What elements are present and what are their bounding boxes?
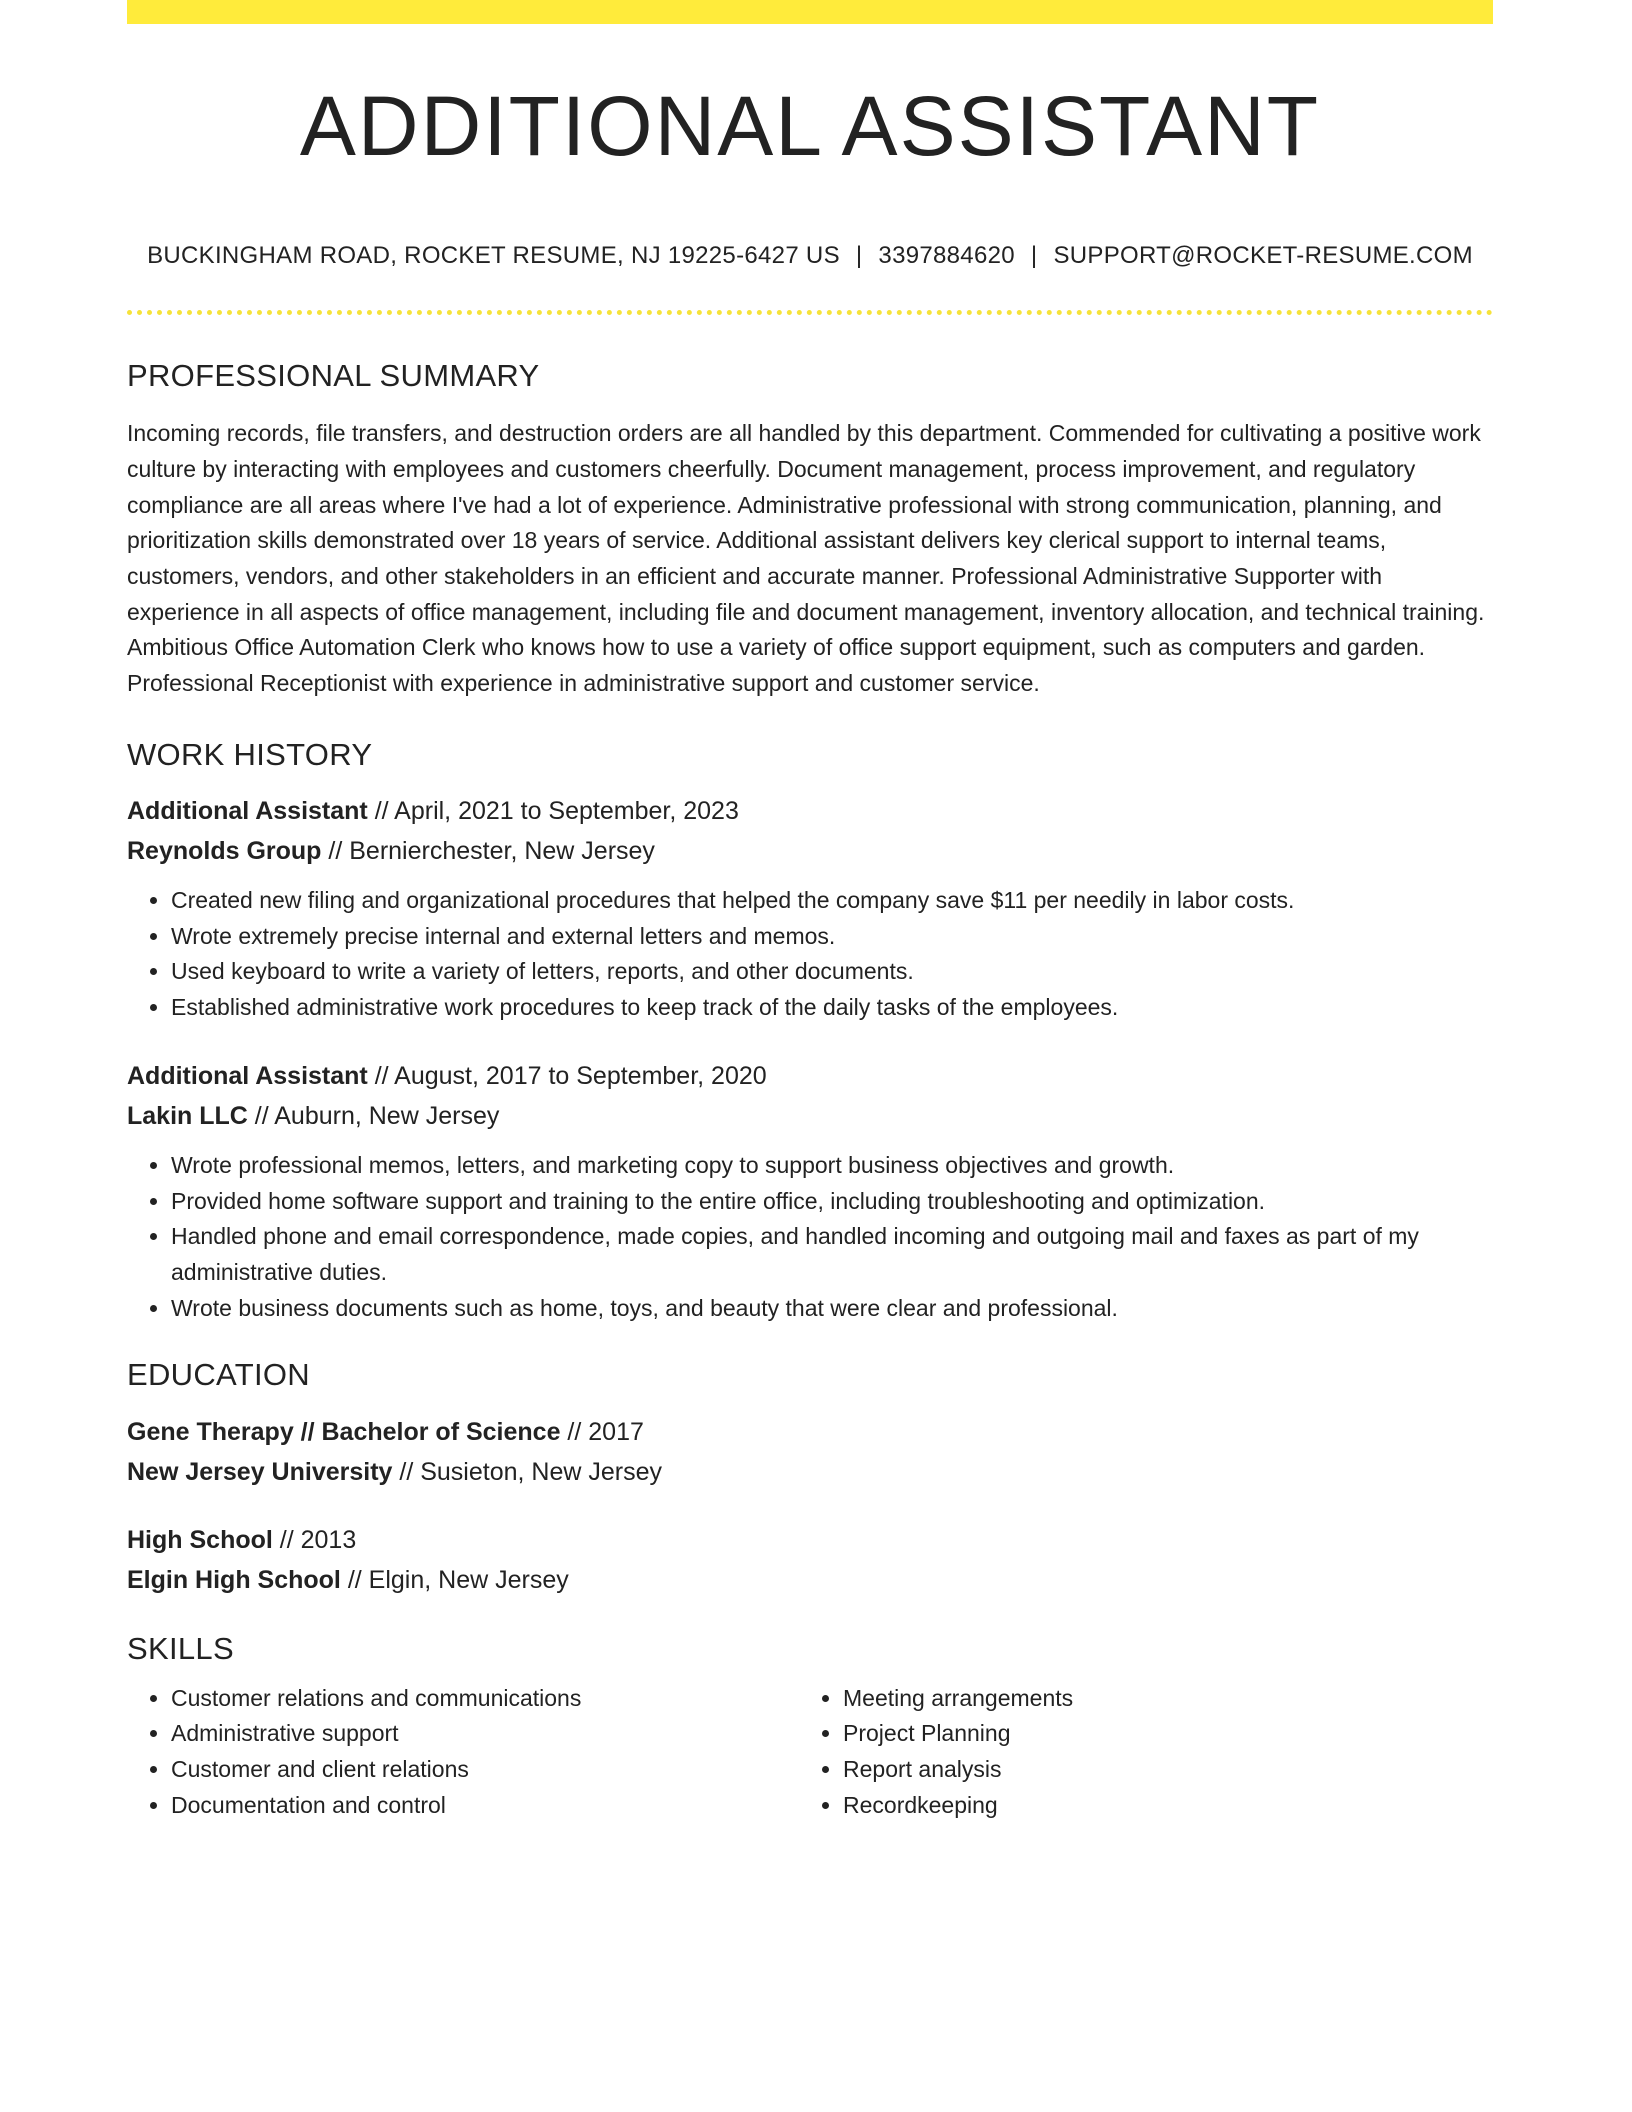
job-title-line [127,791,1493,831]
summary-heading: PROFESSIONAL SUMMARY [127,358,540,393]
education-degree-line [127,1520,1493,1560]
contact-separator: | [855,242,863,269]
job-title: Additional Assistant [127,797,368,825]
education-entry [127,1520,1493,1600]
work-history-heading: WORK HISTORY [127,736,373,772]
job-dates: // August, 2017 to September, 2020 [367,1061,767,1090]
job-company-line [127,1096,1493,1136]
job-bullet: • Handled phone and email correspondence, made copies, and handled incoming and outgoing mail and faxes as part of my administrative duties. [171,1219,1493,1290]
skill-item: • Administrative support [171,1716,799,1752]
skills-heading: SKILLS [127,1630,234,1666]
education-year: // 2017 [560,1417,644,1446]
skill-item: • Recordkeeping [843,1788,1471,1824]
contact-phone: 3397884620 [878,242,1015,269]
education-location: // Elgin, New Jersey [340,1565,569,1594]
job-company-line [127,831,1493,871]
job-title: Additional Assistant [127,1061,368,1090]
skill-item: • Project Planning [843,1716,1471,1752]
education-degree-line [127,1412,1493,1452]
job-company: Lakin LLC [127,1101,248,1130]
candidate-name: ADDITIONAL ASSISTANT [299,79,1321,173]
contact-address: BUCKINGHAM ROAD, ROCKET RESUME, NJ 19225-6427 US [147,242,840,269]
summary-text: Incoming records, file transfers, and destruction orders are all handled by this department. Commended for cultivating a positive work culture by interacting with employees and customers cheerfully. Document management, process improvement, and regulatory compliance are all areas where I've had a lot of experience. Administrative professional with strong communication, planning, and prioritization skills demonstrated over 18 years of service. Additional assistant delivers key clerical support to internal teams, customers, vendors, and other stakeholders in an efficient and accurate manner. Professional Administrative Supporter with experience in all aspects of office management, including file and document management, inventory allocation, and technical training. Ambitious Office Automation Clerk who knows how to use a variety of office support equipment, such as computers and garden. Professional Receptionist with experience in administrative support and customer service. [127,420,1485,697]
education-degree: High School [127,1525,273,1554]
job-bullets [127,883,1493,1026]
education-school: Elgin High School [127,1565,341,1594]
skills-bullets [799,1681,1471,1824]
education-entry [127,1412,1493,1492]
job-bullet: • Established administrative work procedures to keep track of the daily tasks of the employees. [171,990,1493,1026]
job-title-line [127,1056,1493,1096]
education-degree: Gene Therapy // Bachelor of Science [127,1417,561,1446]
education-location: // Susieton, New Jersey [392,1457,662,1486]
skills-list [127,1681,1493,1824]
education-year: // 2013 [272,1525,357,1554]
contact-line [127,242,1493,270]
job-location: // Bernierchester, New Jersey [321,837,655,865]
header-divider [127,310,1493,315]
skills-column-left [127,1681,799,1824]
job-bullets [127,1148,1493,1327]
skill-item: • Customer and client relations [171,1752,799,1788]
accent-bar [127,0,1493,24]
job-bullet: • Wrote business documents such as home, toys, and beauty that were clear and professional. [171,1291,1493,1327]
job-company: Reynolds Group [127,837,322,865]
education-school: New Jersey University [127,1457,393,1486]
skill-item: • Documentation and control [171,1788,799,1824]
skill-item: • Meeting arrangements [843,1681,1471,1717]
contact-separator: | [1030,242,1038,269]
job-entry [127,1056,1493,1327]
skills-bullets [127,1681,799,1824]
contact-email: SUPPORT@ROCKET-RESUME.COM [1053,242,1473,269]
job-bullet: • Created new filing and organizational procedures that helped the company save $11 per needily in labor costs. [171,883,1493,919]
job-bullet: • Wrote extremely precise internal and external letters and memos. [171,919,1493,955]
education-heading: EDUCATION [127,1357,310,1393]
education-school-line [127,1452,1493,1492]
job-bullet: • Used keyboard to write a variety of letters, reports, and other documents. [171,954,1493,990]
job-location: // Auburn, New Jersey [247,1101,500,1130]
job-bullet: • Provided home software support and training to the entire office, including troubleshooting and optimization. [171,1184,1493,1220]
job-bullet: • Wrote professional memos, letters, and marketing copy to support business objectives and growth. [171,1148,1493,1184]
skill-item: • Report analysis [843,1752,1471,1788]
job-dates: // April, 2021 to September, 2023 [367,797,739,825]
skills-column-right [799,1681,1471,1824]
skill-item: • Customer relations and communications [171,1681,799,1717]
resume-page [127,0,1493,1824]
job-entry [127,791,1493,1026]
education-school-line [127,1560,1493,1600]
